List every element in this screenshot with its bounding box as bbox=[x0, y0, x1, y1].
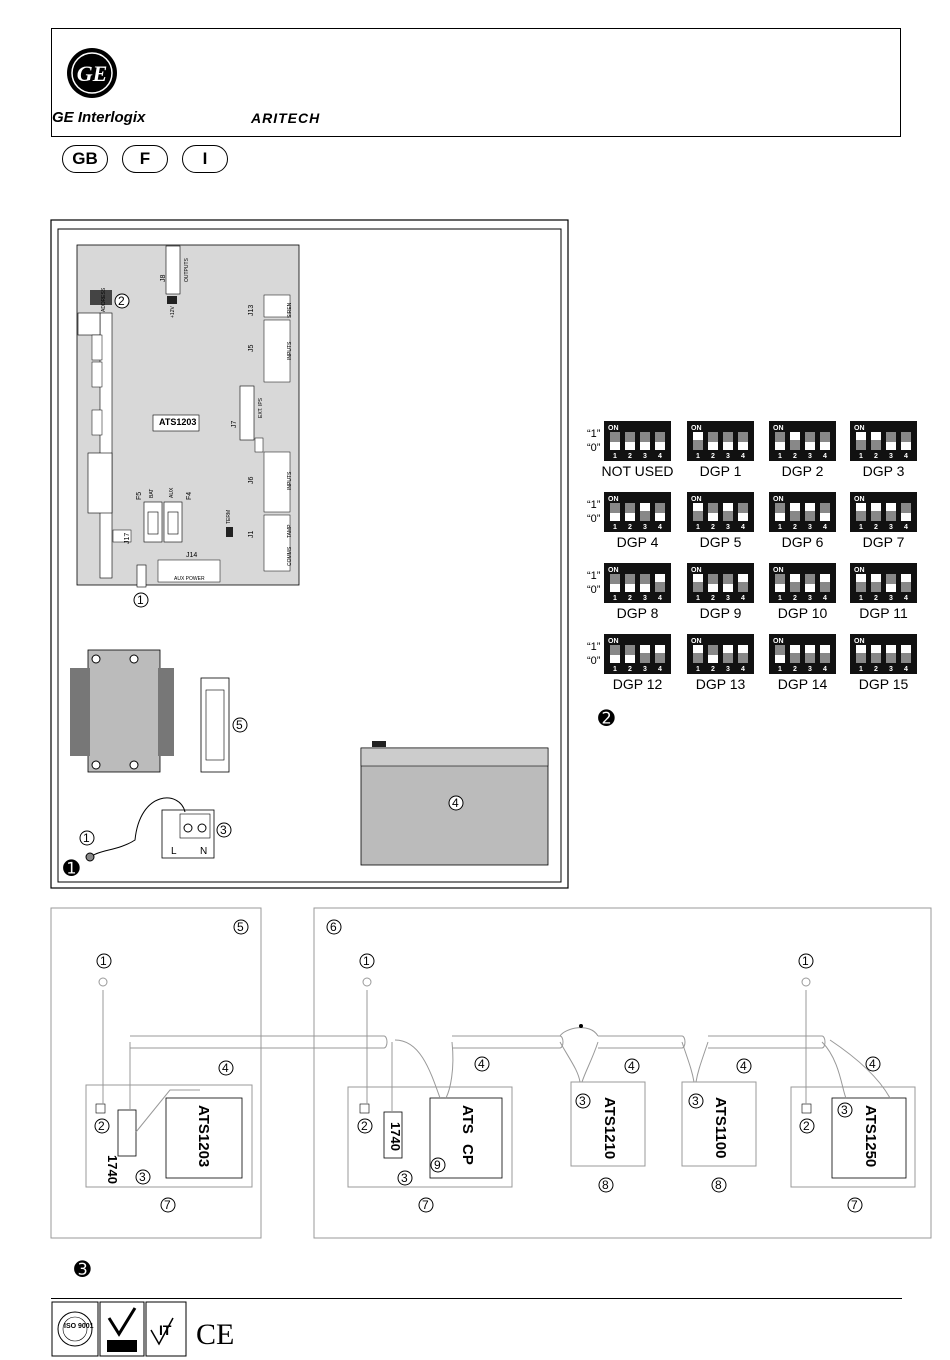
lang-f[interactable]: F bbox=[122, 145, 168, 173]
dip-on-label: ON bbox=[691, 567, 702, 574]
label-ats-cp-line2: CP bbox=[459, 1144, 476, 1165]
j14-label: J14 bbox=[186, 552, 198, 559]
dip-knob bbox=[805, 645, 815, 653]
w-callout-1a: 1 bbox=[100, 954, 107, 968]
w-callout-4c: 4 bbox=[628, 1059, 635, 1073]
dip-knob bbox=[871, 574, 881, 582]
dip-number: 2 bbox=[628, 524, 632, 531]
aux-power-label: AUX POWER bbox=[174, 576, 205, 582]
dip-knob bbox=[901, 513, 911, 521]
dip-knob bbox=[775, 655, 785, 663]
dip-number: 1 bbox=[696, 524, 700, 531]
dip-setting-label: DGP 13 bbox=[695, 676, 746, 692]
f4-label: F4 bbox=[186, 491, 193, 500]
callout-1: 1 bbox=[137, 593, 144, 607]
dip-setting-label: DGP 10 bbox=[777, 605, 828, 621]
j8-label: J8 bbox=[160, 274, 167, 282]
w-callout-3a: 3 bbox=[579, 1094, 586, 1108]
dip-setting-label: DGP 11 bbox=[859, 605, 908, 621]
dip-knob bbox=[820, 574, 830, 582]
dip-on-label: ON bbox=[773, 567, 784, 574]
dip-knob bbox=[693, 645, 703, 653]
terminal-n: N bbox=[200, 846, 208, 857]
dip-number: 3 bbox=[889, 666, 893, 673]
dip-number: 4 bbox=[904, 595, 908, 602]
dip-number: 4 bbox=[823, 666, 827, 673]
dip-knob bbox=[708, 513, 718, 521]
dip-setting-label: DGP 8 bbox=[616, 605, 659, 621]
dip-on-label: ON bbox=[608, 567, 619, 574]
siren-label: SIREN bbox=[287, 302, 293, 318]
dip-number: 1 bbox=[613, 595, 617, 602]
dip-knob bbox=[790, 432, 800, 440]
dip-number: 3 bbox=[808, 666, 812, 673]
dip-number: 2 bbox=[711, 666, 715, 673]
dip-number: 1 bbox=[859, 666, 863, 673]
dip-switch-1 bbox=[687, 421, 754, 461]
dip-knob bbox=[640, 442, 650, 450]
dip-number: 1 bbox=[859, 595, 863, 602]
w-callout-5: 5 bbox=[237, 920, 244, 934]
w-callout-1b: 1 bbox=[363, 954, 370, 968]
dip-number: 4 bbox=[658, 453, 662, 460]
panel-6-frame bbox=[314, 908, 931, 1238]
dip-on-label: ON bbox=[691, 638, 702, 645]
dip-knob bbox=[871, 503, 881, 511]
figure-1-marker: ➊ bbox=[63, 858, 80, 880]
svg-text:GE: GE bbox=[76, 61, 108, 86]
dip-knob bbox=[738, 442, 748, 450]
dip-knob bbox=[871, 645, 881, 653]
dip-knob bbox=[723, 584, 733, 592]
dip-on-label: ON bbox=[854, 496, 865, 503]
w-callout-4a: 4 bbox=[222, 1061, 229, 1075]
dip-row2-zero: “0” bbox=[587, 513, 601, 525]
dip-knob bbox=[723, 645, 733, 653]
dip-number: 2 bbox=[711, 453, 715, 460]
dip-knob bbox=[610, 655, 620, 663]
dip-knob bbox=[805, 503, 815, 511]
w-callout-3d: 3 bbox=[139, 1170, 146, 1184]
dip-knob bbox=[738, 513, 748, 521]
dip-knob bbox=[610, 584, 620, 592]
dip-knob bbox=[886, 645, 896, 653]
dip-knob bbox=[693, 574, 703, 582]
w-callout-4e: 4 bbox=[869, 1057, 876, 1071]
dip-on-label: ON bbox=[773, 425, 784, 432]
f5-label: F5 bbox=[136, 491, 143, 500]
dip-number: 4 bbox=[823, 524, 827, 531]
dip-number: 4 bbox=[904, 524, 908, 531]
dip-knob bbox=[610, 442, 620, 450]
dip-number: 1 bbox=[859, 453, 863, 460]
dip-switch-9 bbox=[687, 563, 754, 603]
dip-knob bbox=[886, 584, 896, 592]
j7-label: J7 bbox=[231, 420, 238, 428]
w-callout-8b: 8 bbox=[715, 1178, 722, 1192]
w-callout-3c: 3 bbox=[841, 1103, 848, 1117]
dip-number: 3 bbox=[643, 453, 647, 460]
w-callout-3b: 3 bbox=[692, 1094, 699, 1108]
dip-knob bbox=[805, 584, 815, 592]
dip-on-label: ON bbox=[854, 638, 865, 645]
dip-switch-8 bbox=[604, 563, 671, 603]
dip-number: 2 bbox=[711, 595, 715, 602]
dip-knob bbox=[775, 442, 785, 450]
comms-label: COMMS bbox=[287, 546, 293, 566]
dip-number: 3 bbox=[643, 524, 647, 531]
dip-switch-15 bbox=[850, 634, 917, 674]
v12-label: +12V bbox=[170, 306, 176, 318]
dip-number: 3 bbox=[726, 666, 730, 673]
dip-on-label: ON bbox=[773, 496, 784, 503]
bat-label: BAT bbox=[149, 488, 155, 498]
dip-number: 3 bbox=[889, 524, 893, 531]
aritech-logo: ARITECH bbox=[251, 110, 321, 126]
label-ats1100: ATS1100 bbox=[712, 1097, 729, 1159]
dip-knob bbox=[640, 645, 650, 653]
aux-label: AUX bbox=[169, 487, 175, 498]
dip-on-label: ON bbox=[608, 638, 619, 645]
dip-number: 3 bbox=[808, 453, 812, 460]
j5-label: J5 bbox=[248, 344, 255, 352]
dip-number: 1 bbox=[696, 666, 700, 673]
label-1740-left: 1740 bbox=[105, 1155, 120, 1184]
dip-knob bbox=[655, 513, 665, 521]
dip-number: 2 bbox=[874, 524, 878, 531]
dip-knob bbox=[886, 503, 896, 511]
dip-number: 2 bbox=[711, 524, 715, 531]
dip-number: 3 bbox=[808, 524, 812, 531]
dip-knob bbox=[856, 574, 866, 582]
dip-knob bbox=[625, 513, 635, 521]
dip-row1-one: “1” bbox=[587, 428, 601, 440]
dip-switch-3 bbox=[850, 421, 917, 461]
w-callout-2a: 2 bbox=[98, 1119, 105, 1133]
dip-knob bbox=[738, 645, 748, 653]
dip-setting-label: DGP 6 bbox=[781, 534, 824, 550]
dip-number: 2 bbox=[793, 524, 797, 531]
w-callout-7c: 7 bbox=[851, 1198, 858, 1212]
it-badge: IT bbox=[159, 1322, 172, 1338]
dip-knob bbox=[856, 432, 866, 440]
dip-row2-one: “1” bbox=[587, 499, 601, 511]
dip-number: 3 bbox=[889, 453, 893, 460]
j17-label: J17 bbox=[124, 532, 131, 544]
inputs-label-j5: INPUTS bbox=[287, 341, 293, 360]
lang-i[interactable]: I bbox=[182, 145, 228, 173]
iso-badge: ISO 9001 bbox=[64, 1323, 94, 1330]
w-callout-2b: 2 bbox=[361, 1119, 368, 1133]
label-ats1203: ATS1203 bbox=[195, 1105, 212, 1168]
dip-switch-10 bbox=[769, 563, 836, 603]
ce-mark: CE bbox=[196, 1318, 235, 1351]
dip-knob bbox=[790, 503, 800, 511]
dip-number: 3 bbox=[643, 595, 647, 602]
dip-on-label: ON bbox=[773, 638, 784, 645]
dip-knob bbox=[901, 645, 911, 653]
dip-knob bbox=[886, 442, 896, 450]
dip-number: 4 bbox=[741, 524, 745, 531]
figure-3-marker: ➌ bbox=[74, 1259, 91, 1281]
dip-number: 2 bbox=[793, 595, 797, 602]
dip-number: 4 bbox=[741, 666, 745, 673]
dip-switch-7 bbox=[850, 492, 917, 532]
dip-knob bbox=[856, 503, 866, 511]
dip-number: 2 bbox=[793, 666, 797, 673]
callout-4: 4 bbox=[452, 796, 459, 810]
ext-ips-label: EXT. IPS bbox=[258, 397, 264, 418]
dip-setting-label: DGP 7 bbox=[862, 534, 905, 550]
dip-knob bbox=[901, 574, 911, 582]
dip-knob bbox=[901, 442, 911, 450]
board-model: ATS1203 bbox=[159, 417, 197, 427]
dip-on-label: ON bbox=[854, 425, 865, 432]
dip-on-label: ON bbox=[608, 496, 619, 503]
dip-number: 4 bbox=[741, 595, 745, 602]
dip-row4-zero: “0” bbox=[587, 655, 601, 667]
dip-number: 1 bbox=[778, 595, 782, 602]
dip-number: 2 bbox=[874, 453, 878, 460]
dip-number: 2 bbox=[628, 595, 632, 602]
inputs-label-j6: INPUTS bbox=[287, 471, 293, 490]
dip-number: 2 bbox=[874, 595, 878, 602]
dip-row3-one: “1” bbox=[587, 570, 601, 582]
dip-knob bbox=[775, 584, 785, 592]
dip-number: 3 bbox=[726, 524, 730, 531]
dip-row4-one: “1” bbox=[587, 641, 601, 653]
w-callout-3e: 3 bbox=[401, 1171, 408, 1185]
dip-knob bbox=[820, 645, 830, 653]
dip-number: 1 bbox=[696, 453, 700, 460]
dip-setting-label: DGP 12 bbox=[612, 676, 663, 692]
dip-number: 1 bbox=[613, 524, 617, 531]
dip-row1-zero: “0” bbox=[587, 442, 601, 454]
dip-number: 4 bbox=[904, 453, 908, 460]
j13-label: J13 bbox=[248, 304, 255, 316]
w-callout-4b: 4 bbox=[478, 1057, 485, 1071]
w-callout-8a: 8 bbox=[602, 1178, 609, 1192]
dip-number: 2 bbox=[628, 453, 632, 460]
dip-number: 1 bbox=[696, 595, 700, 602]
dip-on-label: ON bbox=[691, 425, 702, 432]
dip-number: 1 bbox=[778, 666, 782, 673]
w-callout-4d: 4 bbox=[740, 1059, 747, 1073]
dip-knob bbox=[738, 574, 748, 582]
dip-knob bbox=[655, 574, 665, 582]
dip-knob bbox=[708, 442, 718, 450]
dip-number: 4 bbox=[823, 453, 827, 460]
dip-number: 3 bbox=[643, 666, 647, 673]
label-ats1250: ATS1250 bbox=[862, 1105, 879, 1168]
dip-switch-2 bbox=[769, 421, 836, 461]
term-label: TERM bbox=[226, 509, 232, 524]
dip-knob bbox=[708, 655, 718, 663]
dip-knob bbox=[790, 645, 800, 653]
dip-setting-label: NOT USED bbox=[601, 463, 674, 479]
dip-switch-11 bbox=[850, 563, 917, 603]
dip-knob bbox=[655, 645, 665, 653]
dip-number: 4 bbox=[658, 595, 662, 602]
dip-switch-6 bbox=[769, 492, 836, 532]
w-callout-7a: 7 bbox=[164, 1198, 171, 1212]
dip-knob bbox=[625, 442, 635, 450]
dip-knob bbox=[693, 432, 703, 440]
dip-row3-zero: “0” bbox=[587, 584, 601, 596]
dip-knob bbox=[820, 513, 830, 521]
dip-knob bbox=[640, 584, 650, 592]
address-label: ADDRESS bbox=[101, 287, 107, 312]
dip-knob bbox=[655, 442, 665, 450]
dip-number: 2 bbox=[628, 666, 632, 673]
dip-knob bbox=[693, 503, 703, 511]
dip-knob bbox=[610, 513, 620, 521]
figure-2-marker: ➋ bbox=[598, 708, 615, 730]
dip-number: 4 bbox=[658, 524, 662, 531]
dip-number: 4 bbox=[823, 595, 827, 602]
dip-switch-14 bbox=[769, 634, 836, 674]
dip-knob bbox=[723, 503, 733, 511]
label-1740-center: 1740 bbox=[388, 1122, 403, 1151]
dip-setting-label: DGP 5 bbox=[699, 534, 742, 550]
dip-setting-label: DGP 9 bbox=[699, 605, 742, 621]
dip-setting-label: DGP 14 bbox=[777, 676, 828, 692]
dip-knob bbox=[820, 442, 830, 450]
dip-number: 2 bbox=[874, 666, 878, 673]
dip-setting-label: DGP 3 bbox=[862, 463, 905, 479]
dip-setting-label: DGP 15 bbox=[858, 676, 909, 692]
dip-knob bbox=[775, 513, 785, 521]
dip-on-label: ON bbox=[608, 425, 619, 432]
w-callout-1c: 1 bbox=[802, 954, 809, 968]
dip-number: 1 bbox=[859, 524, 863, 531]
footer-rule bbox=[51, 1298, 902, 1299]
dip-knob bbox=[871, 432, 881, 440]
dip-knob bbox=[640, 503, 650, 511]
dip-number: 3 bbox=[726, 453, 730, 460]
j1-label: J1 bbox=[248, 530, 255, 538]
dip-setting-label: DGP 1 bbox=[699, 463, 742, 479]
dip-number: 1 bbox=[778, 524, 782, 531]
dip-knob bbox=[708, 584, 718, 592]
dip-on-label: ON bbox=[854, 567, 865, 574]
company-name: GE Interlogix bbox=[52, 109, 146, 126]
label-ats-cp-line1: ATS bbox=[459, 1105, 476, 1134]
w-callout-6: 6 bbox=[330, 920, 337, 934]
dip-knob bbox=[625, 655, 635, 663]
dip-knob bbox=[723, 442, 733, 450]
dip-knob bbox=[790, 574, 800, 582]
label-ats1210: ATS1210 bbox=[601, 1097, 618, 1160]
dip-number: 2 bbox=[793, 453, 797, 460]
dip-number: 4 bbox=[904, 666, 908, 673]
terminal-l: L bbox=[171, 846, 177, 857]
dip-number: 3 bbox=[726, 595, 730, 602]
outputs-label: OUTPUTS bbox=[184, 258, 190, 282]
dip-number: 4 bbox=[658, 666, 662, 673]
dip-knob bbox=[805, 442, 815, 450]
tamp-label: TAMP bbox=[287, 524, 293, 538]
dip-number: 4 bbox=[741, 453, 745, 460]
dip-number: 1 bbox=[778, 453, 782, 460]
callout-2: 2 bbox=[118, 294, 125, 308]
lang-gb[interactable]: GB bbox=[62, 145, 108, 173]
callout-5: 5 bbox=[236, 718, 243, 732]
dip-switch-4 bbox=[604, 492, 671, 532]
dip-on-label: ON bbox=[691, 496, 702, 503]
j6-label: J6 bbox=[248, 476, 255, 484]
dip-number: 3 bbox=[889, 595, 893, 602]
dip-knob bbox=[856, 645, 866, 653]
dip-number: 1 bbox=[613, 666, 617, 673]
dip-switch-13 bbox=[687, 634, 754, 674]
dip-number: 3 bbox=[808, 595, 812, 602]
dip-number: 1 bbox=[613, 453, 617, 460]
dip-switch-0 bbox=[604, 421, 671, 461]
w-callout-7b: 7 bbox=[422, 1198, 429, 1212]
dip-knob bbox=[625, 584, 635, 592]
w-callout-2c: 2 bbox=[803, 1119, 810, 1133]
w-callout-9: 9 bbox=[434, 1158, 441, 1172]
dip-switch-12 bbox=[604, 634, 671, 674]
dip-switch-5 bbox=[687, 492, 754, 532]
callout-1b: 1 bbox=[83, 831, 90, 845]
callout-3: 3 bbox=[220, 823, 227, 837]
dip-setting-label: DGP 4 bbox=[616, 534, 659, 550]
dip-setting-label: DGP 2 bbox=[781, 463, 824, 479]
